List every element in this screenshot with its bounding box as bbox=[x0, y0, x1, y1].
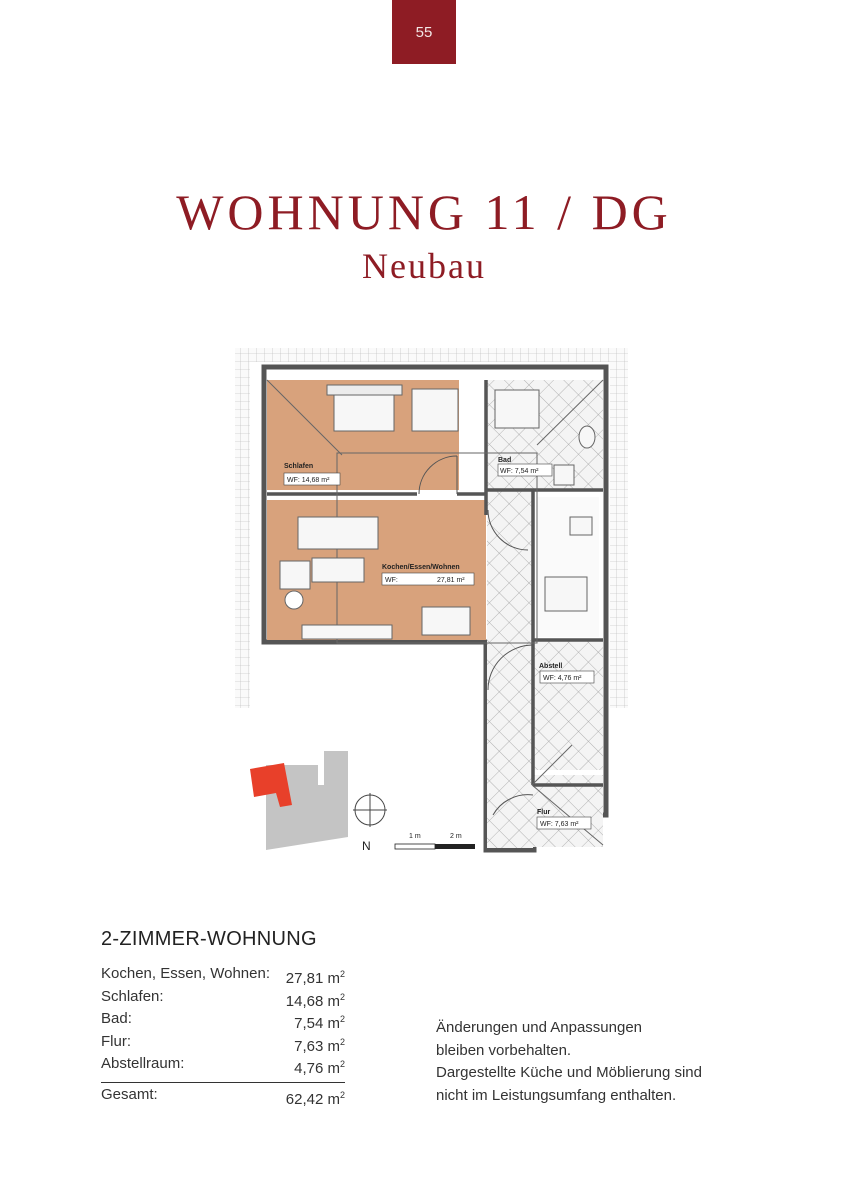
page-subtitle: Neubau bbox=[362, 246, 486, 286]
toilet bbox=[554, 465, 574, 485]
room-label-kochen: Kochen/Essen/Wohnen bbox=[382, 564, 460, 571]
room-wf-kochen-label: WF: bbox=[385, 577, 398, 584]
room-label-flur: Flur bbox=[537, 809, 551, 816]
note-line: nicht im Leistungsumfang enthalten. bbox=[436, 1086, 677, 1104]
apartment-type-heading: 2-ZIMMER-WOHNUNG bbox=[101, 928, 317, 950]
area-total-label: Gesamt: bbox=[101, 1085, 158, 1103]
disclaimer-note bbox=[436, 1017, 756, 1107]
site-location-map bbox=[250, 751, 348, 850]
room-wf-kochen-value: 27,81 m² bbox=[437, 577, 465, 584]
room-label-bad: Bad bbox=[498, 457, 512, 464]
note-line: bleiben vorbehalten. bbox=[436, 1041, 572, 1059]
area-total-value: 62,42 $m^2$ bbox=[285, 1089, 345, 1108]
area-value: 7,63 $m^2$ bbox=[294, 1036, 345, 1055]
room-label-abstell: Abstell bbox=[539, 663, 563, 670]
area-row bbox=[101, 1008, 345, 1031]
armchair bbox=[280, 561, 310, 589]
floor-plan bbox=[232, 345, 644, 855]
room-label-schlafen: Schlafen bbox=[284, 463, 314, 470]
bed-2 bbox=[412, 389, 458, 431]
room-wf-bad: WF: 7,54 m² bbox=[500, 468, 539, 475]
area-value: 7,54 $m^2$ bbox=[294, 1014, 345, 1032]
bathtub bbox=[495, 390, 539, 428]
sideboard bbox=[302, 625, 392, 639]
page-title: WOHNUNG 11 / DG bbox=[176, 184, 672, 240]
area-label: Abstellraum: bbox=[101, 1055, 185, 1072]
room-wf-flur: WF: 7,63 m² bbox=[540, 821, 579, 828]
area-value: 27,81 $m^2$ bbox=[285, 969, 345, 987]
compass-north-label: N bbox=[362, 839, 371, 853]
note-line: Änderungen und Anpassungen bbox=[436, 1019, 643, 1036]
page-number-badge: 55 bbox=[392, 0, 456, 64]
room-wf-abstell: WF: 4,76 m² bbox=[543, 675, 582, 682]
scale-label-1m: 1 m bbox=[409, 833, 421, 840]
area-value: 14,68 $m^2$ bbox=[285, 991, 345, 1010]
plant bbox=[285, 591, 303, 609]
area-row bbox=[101, 1053, 345, 1076]
scale-label-2m: 2 m bbox=[450, 833, 462, 840]
scale-bar bbox=[395, 833, 475, 849]
area-table bbox=[101, 963, 345, 1107]
stove bbox=[545, 577, 587, 611]
area-row bbox=[101, 986, 345, 1009]
area-label: Flur: bbox=[101, 1032, 131, 1050]
sofa bbox=[298, 517, 378, 549]
dining-table bbox=[422, 607, 470, 635]
area-label: Bad: bbox=[101, 1010, 132, 1027]
sink bbox=[579, 426, 595, 448]
coffee-table bbox=[312, 558, 364, 582]
room-wf-schlafen: WF: 14,68 m² bbox=[287, 477, 330, 484]
area-label: Schlafen: bbox=[101, 987, 164, 1005]
area-total-row bbox=[101, 1082, 345, 1107]
area-value: 4,76 $m^2$ bbox=[294, 1059, 345, 1077]
note-line: Dargestellte Küche und Möblierung sind bbox=[436, 1064, 702, 1081]
area-label: Kochen, Essen, Wohnen: bbox=[101, 965, 270, 982]
area-row bbox=[101, 1031, 345, 1054]
compass-icon bbox=[353, 793, 387, 827]
area-row bbox=[101, 963, 345, 986]
kitchen-sink bbox=[570, 517, 592, 535]
